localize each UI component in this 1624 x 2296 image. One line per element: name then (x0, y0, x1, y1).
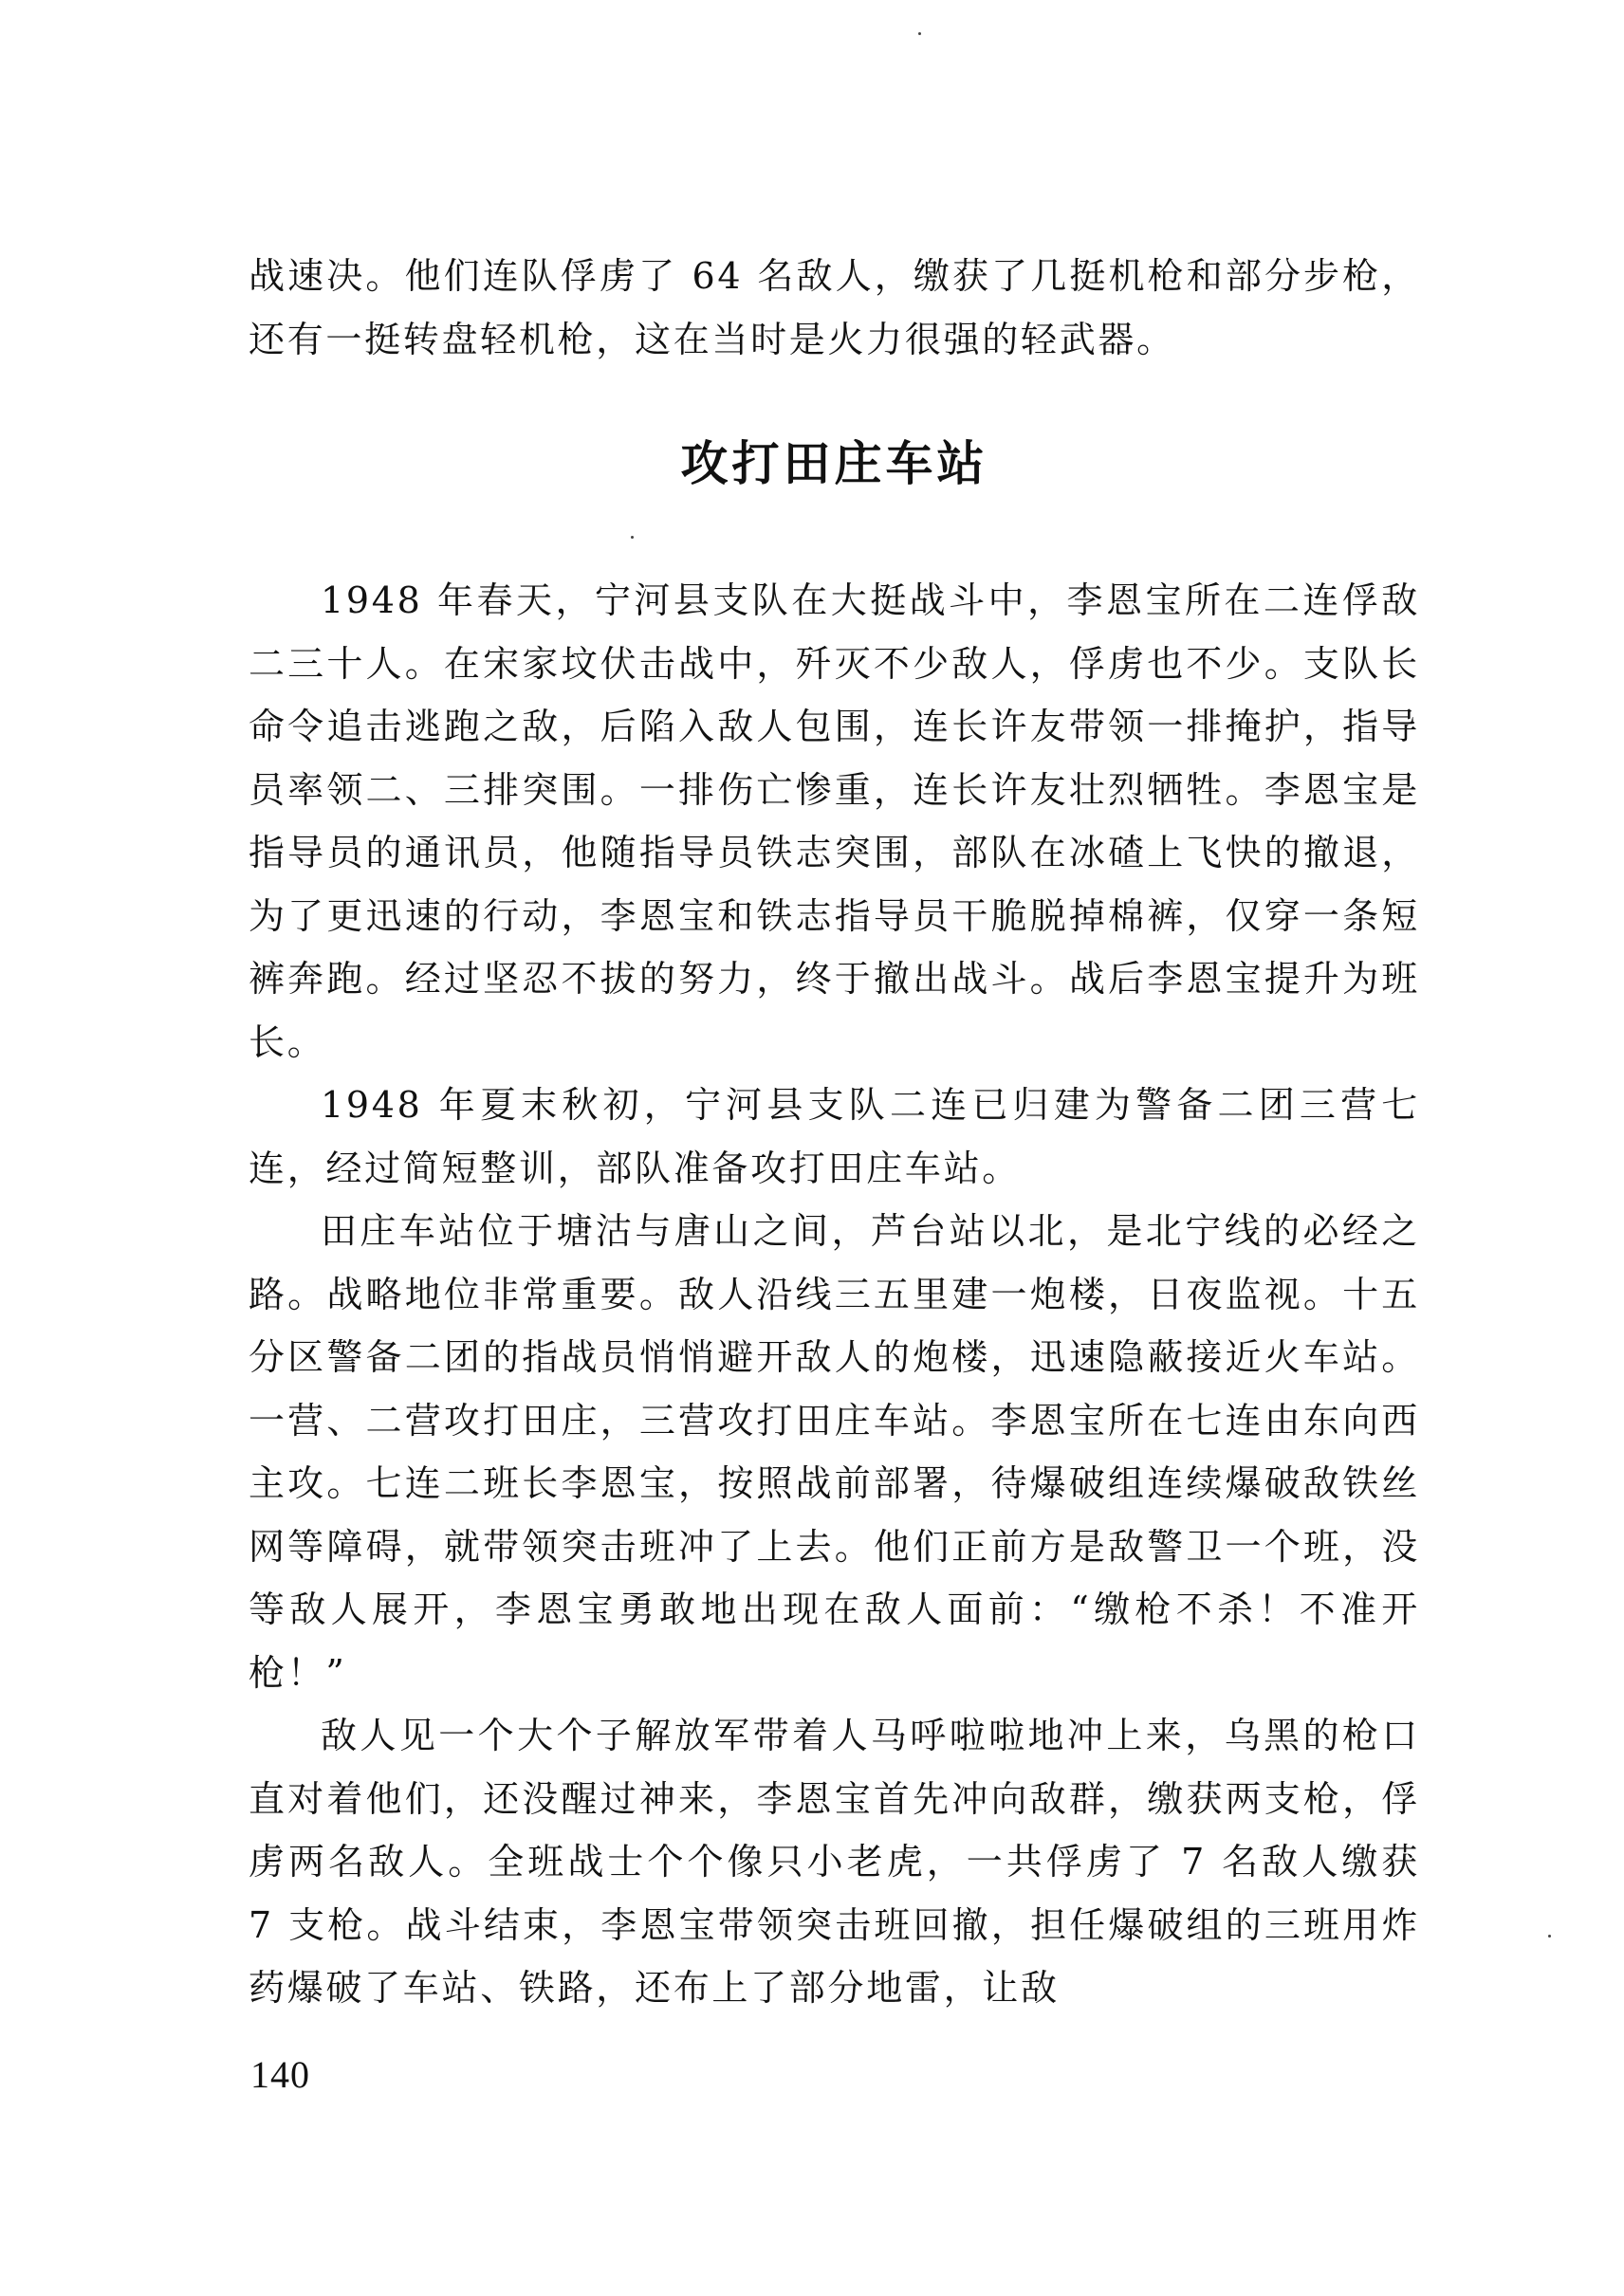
body-paragraph: 敌人见一个大个子解放军带着人马呼啦啦地冲上来，乌黑的枪口直对着他们，还没醒过神来，李恩宝首先冲向敌群，缴获两支枪，俘虏两名敌人。全班战士个个像只小老虎，一共俘虏了 7 名敌人缴获 7 支枪。战斗结束，李恩宝带领突击班回撤，担任爆破组的三班用炸药爆破了车站、铁路，还布上了部分地雷，让敌 (249, 1715, 1420, 2009)
section-title: 攻打田庄车站 (680, 436, 988, 491)
section-body (249, 569, 1420, 2020)
body-paragraph: 田庄车站位于塘沽与唐山之间，芦台站以北，是北宁线的必经之路。战略地位非常重要。敌人沿线三五里建一炮楼，日夜监视。十五分区警备二团的指战员悄悄避开敌人的炮楼，迅速隐蔽接近火车站。一营、二营攻打田庄，三营攻打田庄车站。李恩宝所在七连由东向西主攻。七连二班长李恩宝，按照战前部署，待爆破组连续爆破敌铁丝网等障碍，就带领突击班冲了上去。他们正前方是敌警卫一个班，没等敌人展开，李恩宝勇敢地出现在敌人面前：“缴枪不杀！不准开枪！” (249, 1210, 1420, 1694)
page-number: 140 (250, 2053, 310, 2096)
scan-speck (631, 536, 634, 539)
scan-speck (1548, 1935, 1551, 1938)
body-paragraph: 1948 年春天，宁河县支队在大挺战斗中，李恩宝所在二连俘敌二三十人。在宋家坟伏击战中，歼灭不少敌人，俘虏也不少。支队长命令追击逃跑之敌，后陷入敌人包围，连长许友带领一排掩护，指导员率领二、三排突围。一排伤亡惨重，连长许友壮烈牺牲。李恩宝是指导员的通讯员，他随指导员铁志突围，部队在冰碴上飞快的撤退，为了更迅速的行动，李恩宝和铁志指导员干脆脱掉棉裤，仅穿一条短裤奔跑。经过坚忍不拔的努力，终于撤出战斗。战后李恩宝提升为班长。 (249, 579, 1420, 1063)
continuation-text (249, 245, 1420, 371)
body-paragraph: 1948 年夏末秋初，宁河县支队二连已归建为警备二团三营七连，经过简短整训，部队准备攻打田庄车站。 (249, 1084, 1420, 1189)
continuation-paragraph: 战速决。他们连队俘虏了 64 名敌人，缴获了几挺机枪和部分步枪，还有一挺转盘轻机枪，这在当时是火力很强的轻武器。 (249, 255, 1420, 360)
scan-speck (918, 32, 921, 35)
